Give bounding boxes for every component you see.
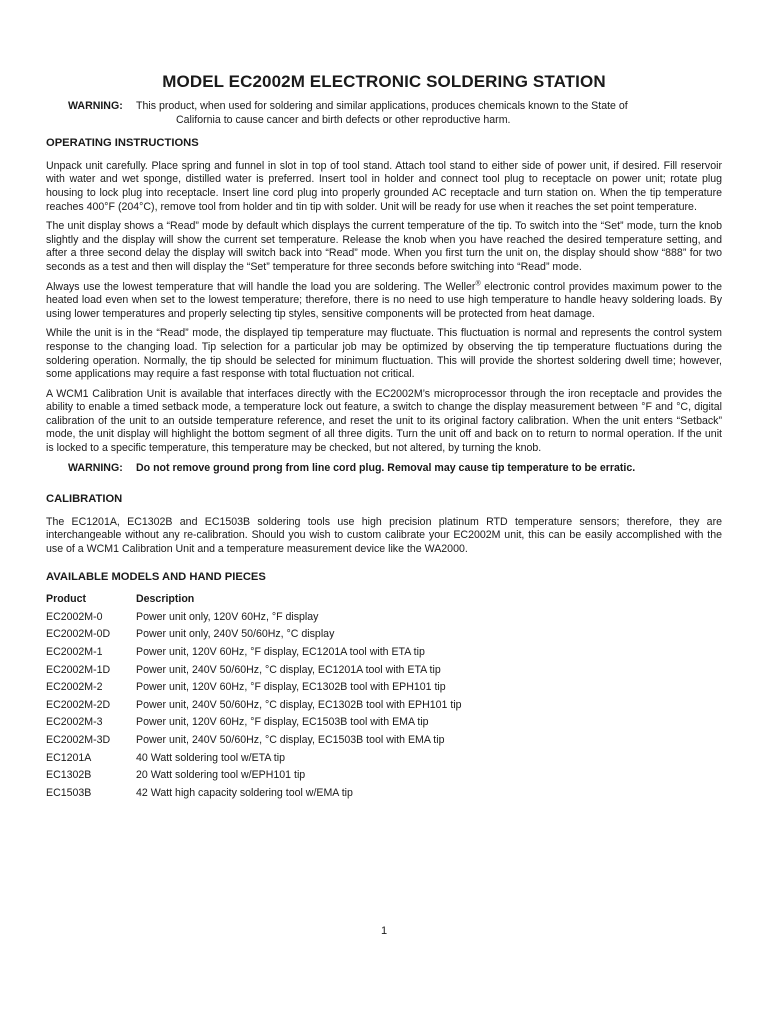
description-cell: Power unit, 240V 50/60Hz, °C display, EC1201A tool with ETA tip bbox=[136, 663, 441, 676]
product-cell: EC1201A bbox=[46, 751, 92, 764]
product-cell: EC2002M-2D bbox=[46, 698, 111, 711]
table-row bbox=[46, 787, 462, 805]
product-cell: EC2002M-2 bbox=[46, 681, 103, 694]
models-table bbox=[46, 593, 462, 804]
product-cell: EC2002M-0D bbox=[46, 628, 111, 641]
product-cell: EC2002M-3 bbox=[46, 716, 103, 729]
product-cell: EC2002M-3D bbox=[46, 733, 111, 746]
table-row bbox=[46, 611, 462, 629]
product-cell: EC1503B bbox=[46, 786, 92, 799]
document-page bbox=[46, 70, 722, 804]
column-header-description: Description bbox=[136, 593, 195, 606]
operating-paragraph-1: Unpack unit carefully. Place spring and funnel in slot in top of tool stand. Attach tool stand to either side of power unit, if desired. Fill reservoir with water and wet sponge, distilled water is preferred. Insert tool in holder and connect tool plug to receptacle on power unit; rotate plug housing to lock plug into receptacle. Insert line cord plug into properly grounded AC receptacle and turn station on. When the tip temperature reaches 400°F (204°C), remove tool from holder and tin tip with solder. Unit will be ready for use when it reaches the set point temperature. bbox=[46, 159, 722, 213]
registered-mark: ® bbox=[475, 280, 481, 287]
warning-text bbox=[136, 100, 722, 127]
product-cell: EC2002M-1 bbox=[46, 646, 103, 658]
description-cell: Power unit, 120V 60Hz, °F display, EC1201A tool with ETA tip bbox=[136, 646, 425, 658]
models-heading: AVAILABLE MODELS AND HAND PIECES bbox=[46, 570, 266, 583]
product-cell: EC2002M-1D bbox=[46, 663, 111, 676]
calibration-heading: CALIBRATION bbox=[46, 493, 123, 506]
description-cell: Power unit, 240V 50/60Hz, °C display, EC1503B tool with EMA tip bbox=[136, 733, 445, 746]
table-row bbox=[46, 681, 462, 699]
description-cell: Power unit, 120V 60Hz, °F display, EC1302B tool with EPH101 tip bbox=[136, 681, 446, 694]
ground-warning-text: Do not remove ground prong from line cord plug. Removal may cause tip temperature to be erratic. bbox=[136, 461, 636, 474]
description-cell: 40 Watt soldering tool w/ETA tip bbox=[136, 751, 285, 764]
table-row bbox=[46, 646, 462, 664]
table-row bbox=[46, 664, 462, 682]
operating-paragraph-5: A WCM1 Calibration Unit is available that interfaces directly with the EC2002M’s microprocessor through the iron receptacle and provides the ability to enable a timed setback mode, a temperature lock out feature, a switch to change the display measurement between °F and °C, digital calibration of the unit to an outside temperature reference, and reset the unit to its original factory calibration. When the unit enters “Setback” mode, the unit display will highlight the bottom segment of all three digits. Turn the unit off and back on to return to normal operation. If the unit is locked to a specific temperature, this temperature may be checked, but not altered, by turning the knob. bbox=[46, 387, 722, 455]
column-header-product: Product bbox=[46, 593, 87, 606]
product-cell: EC1302B bbox=[46, 769, 92, 782]
table-row bbox=[46, 769, 462, 787]
description-cell: Power unit only, 240V 50/60Hz, °C display bbox=[136, 628, 335, 641]
operating-instructions-heading: OPERATING INSTRUCTIONS bbox=[46, 137, 199, 150]
warning-text-line1: This product, when used for soldering and similar applications, produces chemicals known to the State of bbox=[136, 100, 628, 112]
product-cell: EC2002M-0 bbox=[46, 610, 103, 623]
models-table-header bbox=[46, 593, 462, 611]
table-row bbox=[46, 752, 462, 770]
operating-paragraph-3 bbox=[46, 281, 722, 322]
operating-paragraph-2: The unit display shows a “Read” mode by default which displays the current temperature of the tip. To switch into the “Set” mode, turn the knob slightly and the display will show the current set temperature. Release the knob when you have reached the desired temperature setting, and after a three second delay the display will switch back into “Read” mode. When you first turn the unit on, the display should show “888” for two seconds as a test and then will display the “Set” temperature for three seconds before switching into “Read” mode. bbox=[46, 220, 722, 273]
description-cell: 42 Watt high capacity soldering tool w/EMA tip bbox=[136, 786, 353, 799]
description-cell: Power unit only, 120V 60Hz, °F display bbox=[136, 610, 319, 623]
warning-notice bbox=[68, 100, 722, 127]
operating-paragraph-4: While the unit is in the “Read” mode, the displayed tip temperature may fluctuate. This fluctuation is normal and represents the control system response to the changing load. Tip selection for a particular job may be optimized by observing the tip temperature fluctuations during the soldering operation. Normally, the tip should be selected for minimum fluctuation. This will provide the shortest soldering dwell time; however, some applications may require a fast response with total fluctuation not critical. bbox=[46, 327, 722, 381]
ground-warning-label: WARNING: bbox=[68, 461, 123, 474]
description-cell: 20 Watt soldering tool w/EPH101 tip bbox=[136, 769, 306, 782]
calibration-paragraph: The EC1201A, EC1302B and EC1503B soldering tools use high precision platinum RTD temperature sensors; therefore, they are interchangeable without any re-calibration. Should you wish to custom calibrate your EC2002M unit, this can be easily accomplished with the use of a WCM1 Calibration Unit and a temperature measurement device like the WA2000. bbox=[46, 515, 722, 556]
description-cell: Power unit, 240V 50/60Hz, °C display, EC1302B tool with EPH101 tip bbox=[136, 698, 462, 711]
description-cell: Power unit, 120V 60Hz, °F display, EC1503B tool with EMA tip bbox=[136, 716, 429, 729]
operating-paragraph-3-start: Always use the lowest temperature that will handle the load you are soldering. The Weller bbox=[46, 280, 476, 293]
warning-label: WARNING: bbox=[68, 100, 123, 112]
table-row bbox=[46, 734, 462, 752]
ground-prong-warning bbox=[68, 462, 722, 476]
table-row bbox=[46, 699, 462, 717]
warning-text-line2: California to cause cancer and birth defects or other reproductive harm. bbox=[176, 113, 511, 126]
table-row bbox=[46, 628, 462, 646]
table-row bbox=[46, 716, 462, 734]
operating-paragraph-3-end: electronic control provides maximum power to the heated load even when set to the lowest temperature; therefore, there is no need to use high temperature to handle heavy soldering loads. By using lower temperatures and properly selecting tip styles, sensitive components will be protected from heat damage. bbox=[46, 280, 722, 320]
page-number: 1 bbox=[380, 925, 388, 937]
document-title: MODEL EC2002M ELECTRONIC SOLDERING STATION bbox=[162, 72, 606, 91]
